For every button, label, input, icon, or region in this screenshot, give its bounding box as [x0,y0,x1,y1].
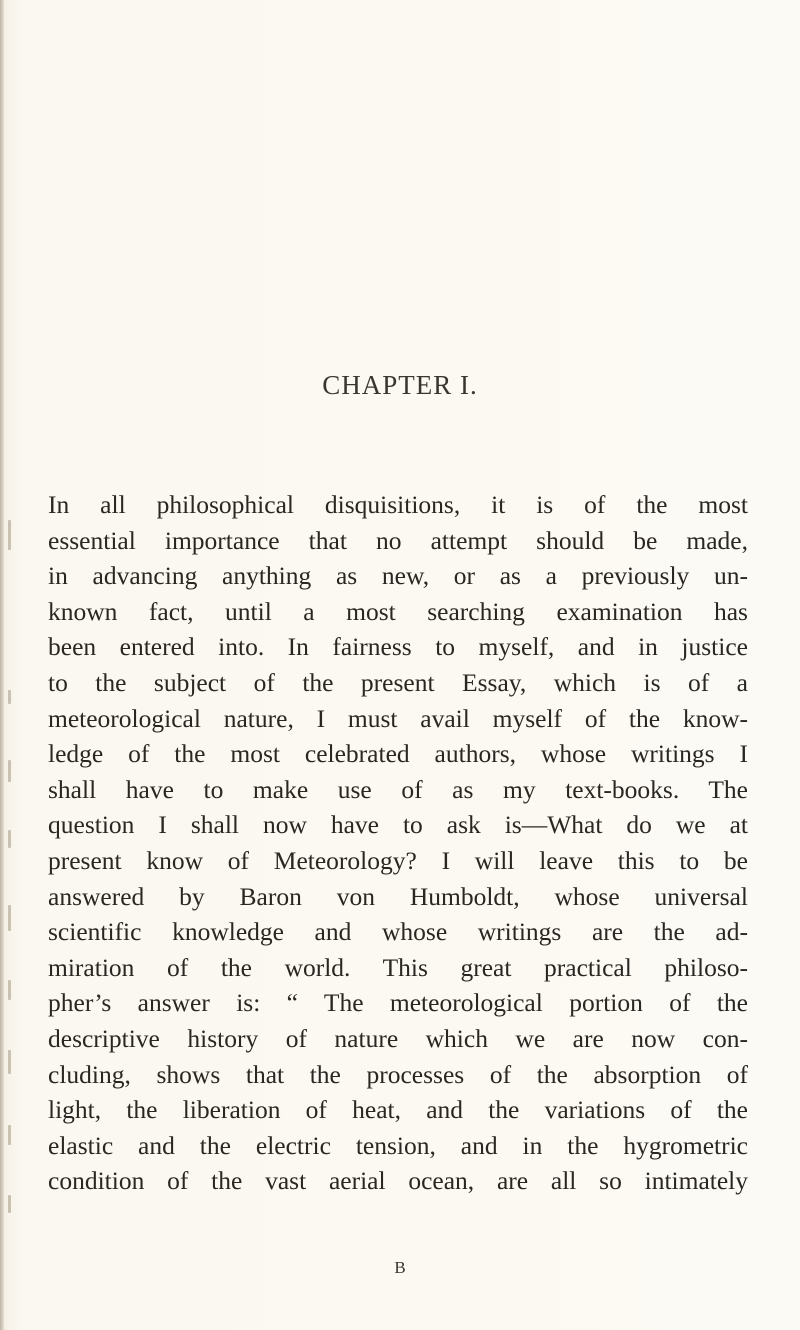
text-line: meteorological nature, I must avail myself of the know- [48,703,748,733]
text-line: essential importance that no attempt should be made, [48,525,748,555]
text-line: In all philosophical disquisitions, it is of the most [48,490,748,519]
text-line: in advancing anything as new, or as a previously un- [48,561,748,591]
text-line: to the subject of the present Essay, which is of a [48,667,748,697]
text-line: question I shall now have to ask is—What do we at [48,810,748,840]
body-paragraph [48,487,748,1199]
gutter-mark [8,905,11,931]
gutter-mark [8,1125,11,1145]
text-line: known fact, until a most searching examination has [48,596,748,626]
text-line: miration of the world. This great practical philoso- [48,952,748,982]
gutter-mark [8,760,11,782]
chapter-heading: CHAPTER I. [322,370,478,400]
gutter-mark [8,690,11,704]
signature-mark: B [394,1258,406,1277]
text-line: descriptive history of nature which we are now con- [48,1023,748,1053]
gutter-mark [8,520,11,550]
text-line: been entered into. In fairness to myself, and in justice [48,632,748,662]
gutter-mark [8,1050,11,1074]
binding-edge [0,0,4,1330]
text-line: cluding, shows that the processes of the absorption of [48,1059,748,1089]
text-line: condition of the vast aerial ocean, are all so intimately [48,1166,748,1196]
gutter-mark [8,1195,11,1213]
gutter-mark [8,980,11,1000]
text-line: present know of Meteorology? I will leave this to be [48,845,748,875]
gutter-mark [8,830,11,848]
text-line: light, the liberation of heat, and the variations of the [48,1095,748,1125]
text-line: elastic and the electric tension, and in the hygrometric [48,1130,748,1160]
text-line: shall have to make use of as my text-books. The [48,774,748,804]
text-line: pher’s answer is: “ The meteorological portion of the [48,988,748,1018]
text-line: answered by Baron von Humboldt, whose universal [48,881,748,911]
text-line: scientific knowledge and whose writings are the ad- [48,917,748,947]
text-line: ledge of the most celebrated authors, whose writings I [48,739,748,769]
